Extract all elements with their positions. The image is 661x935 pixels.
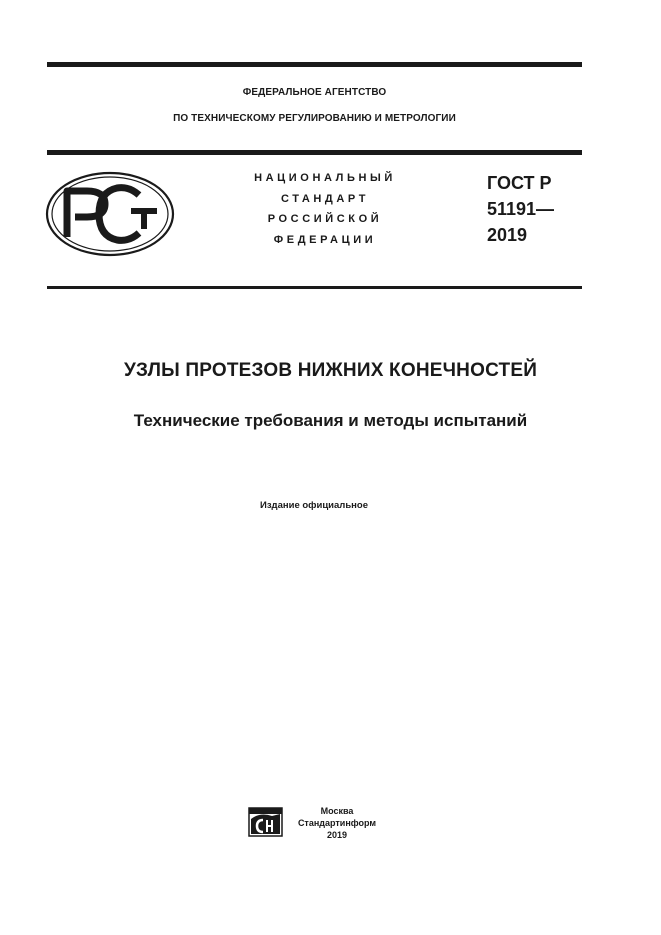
edition-note: Издание официальное bbox=[260, 500, 368, 511]
publisher-city: Москва bbox=[320, 806, 354, 816]
header-rule bbox=[47, 150, 582, 155]
agency-name-line1: ФЕДЕРАЛЬНОЕ АГЕНТСТВО bbox=[242, 87, 387, 98]
agency-name-line2: ПО ТЕХНИЧЕСКОМУ РЕГУЛИРОВАНИЮ И МЕТРОЛОГИИ bbox=[173, 113, 456, 124]
document-title: УЗЛЫ ПРОТЕЗОВ НИЖНИХ КОНЕЧНОСТЕЙ bbox=[123, 360, 538, 381]
designation-line2: 51191— bbox=[487, 199, 555, 219]
publisher-year: 2019 bbox=[326, 830, 348, 840]
designation-line1: ГОСТ Р bbox=[487, 173, 552, 193]
designation-line3: 2019 bbox=[487, 225, 528, 245]
standard-type-line4: ФЕДЕРАЦИИ bbox=[273, 234, 377, 246]
standard-type-line1: НАЦИОНАЛЬНЫЙ bbox=[254, 172, 396, 184]
top-rule bbox=[47, 62, 582, 67]
publisher-name: Стандартинформ bbox=[297, 818, 377, 828]
document-subtitle: Технические требования и методы испытаний bbox=[133, 411, 528, 430]
standartinform-logo-icon bbox=[248, 807, 283, 837]
section-rule bbox=[47, 286, 582, 289]
standard-type-line3: РОССИЙСКОЙ bbox=[267, 213, 383, 225]
standard-type-line2: СТАНДАРТ bbox=[280, 193, 370, 205]
rst-certification-mark-icon bbox=[45, 171, 175, 257]
